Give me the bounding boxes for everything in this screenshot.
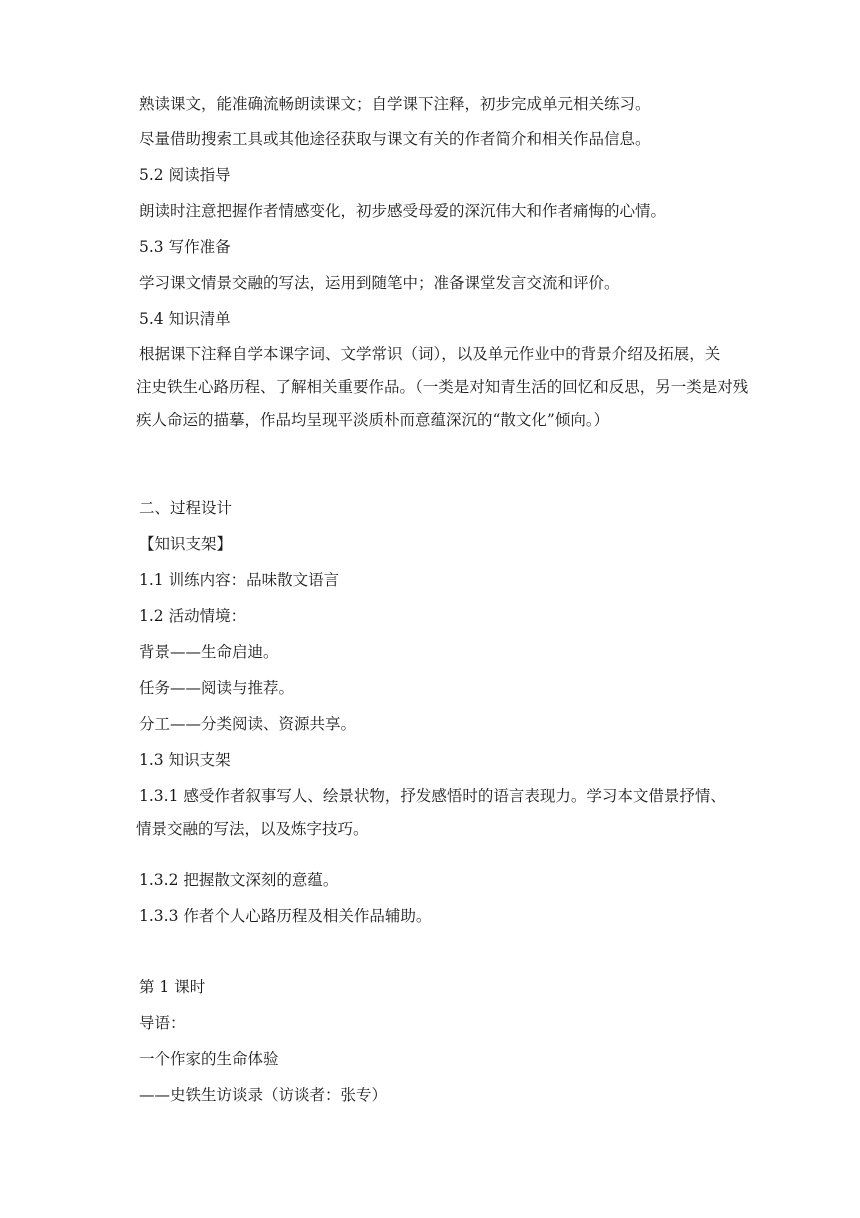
section-5-2-text: 朗读时注意把握作者情感变化，初步感受母爱的深沉伟大和作者痛悔的心情。 — [139, 202, 667, 220]
division-line: 分工——分类阅读、资源共享。 — [139, 715, 357, 733]
knowledge-list-paragraph — [136, 338, 759, 437]
knowledge-list-continuation: 注史铁生心路历程、了解相关重要作品。（一类是对知青生活的回忆和反思，另一类是对残疾人命运的描摹，作品均呈现平淡质朴而意蕴深沉的“散文化”倾向。） — [136, 378, 749, 429]
lesson-subject: 一个作家的生命体验 — [139, 1050, 279, 1068]
lesson-source: ——史铁生访谈录（访谈者：张专） — [139, 1086, 388, 1104]
section-1-3-2: 1.3.2 把握散文深刻的意蕴。 — [139, 871, 339, 889]
knowledge-frame-label: 【知识支架】 — [139, 535, 233, 553]
section-1-3-1-first-line: 1.3.1 感受作者叙事写人、绘景状物，抒发感悟时的语言表现力。学习本文借景抒情、 — [139, 787, 726, 805]
section-1-2: 1.2 活动情境： — [139, 607, 247, 625]
section-1-3: 1.3 知识支架 — [139, 751, 231, 769]
prep-line-1: 熟读课文，能准确流畅朗读课文；自学课下注释，初步完成单元相关练习。 — [139, 95, 651, 113]
section-5-3-heading: 5.3 写作准备 — [139, 238, 231, 256]
knowledge-list-first-line: 根据课下注释自学本课字词、文学常识（词），以及单元作业中的背景介绍及拓展，关 — [139, 345, 721, 363]
section-5-2-heading: 5.2 阅读指导 — [139, 166, 231, 184]
section-1-1: 1.1 训练内容：品味散文语言 — [139, 571, 340, 589]
section-1-3-3: 1.3.3 作者个人心路历程及相关作品辅助。 — [139, 907, 432, 925]
prep-line-2: 尽量借助搜索工具或其他途径获取与课文有关的作者简介和相关作品信息。 — [139, 130, 651, 148]
section-1-3-1-paragraph — [136, 780, 759, 846]
process-design-heading: 二、过程设计 — [139, 499, 233, 517]
section-1-3-1-continuation: 情景交融的写法，以及炼字技巧。 — [136, 820, 369, 838]
lesson-title: 第 1 课时 — [139, 978, 206, 996]
section-5-4-heading: 5.4 知识清单 — [139, 310, 231, 328]
task-line: 任务——阅读与推荐。 — [139, 679, 295, 697]
lesson-intro-label: 导语： — [139, 1014, 186, 1032]
background-line: 背景——生命启迪。 — [139, 643, 279, 661]
section-5-3-text: 学习课文情景交融的写法，运用到随笔中；准备课堂发言交流和评价。 — [139, 274, 620, 292]
